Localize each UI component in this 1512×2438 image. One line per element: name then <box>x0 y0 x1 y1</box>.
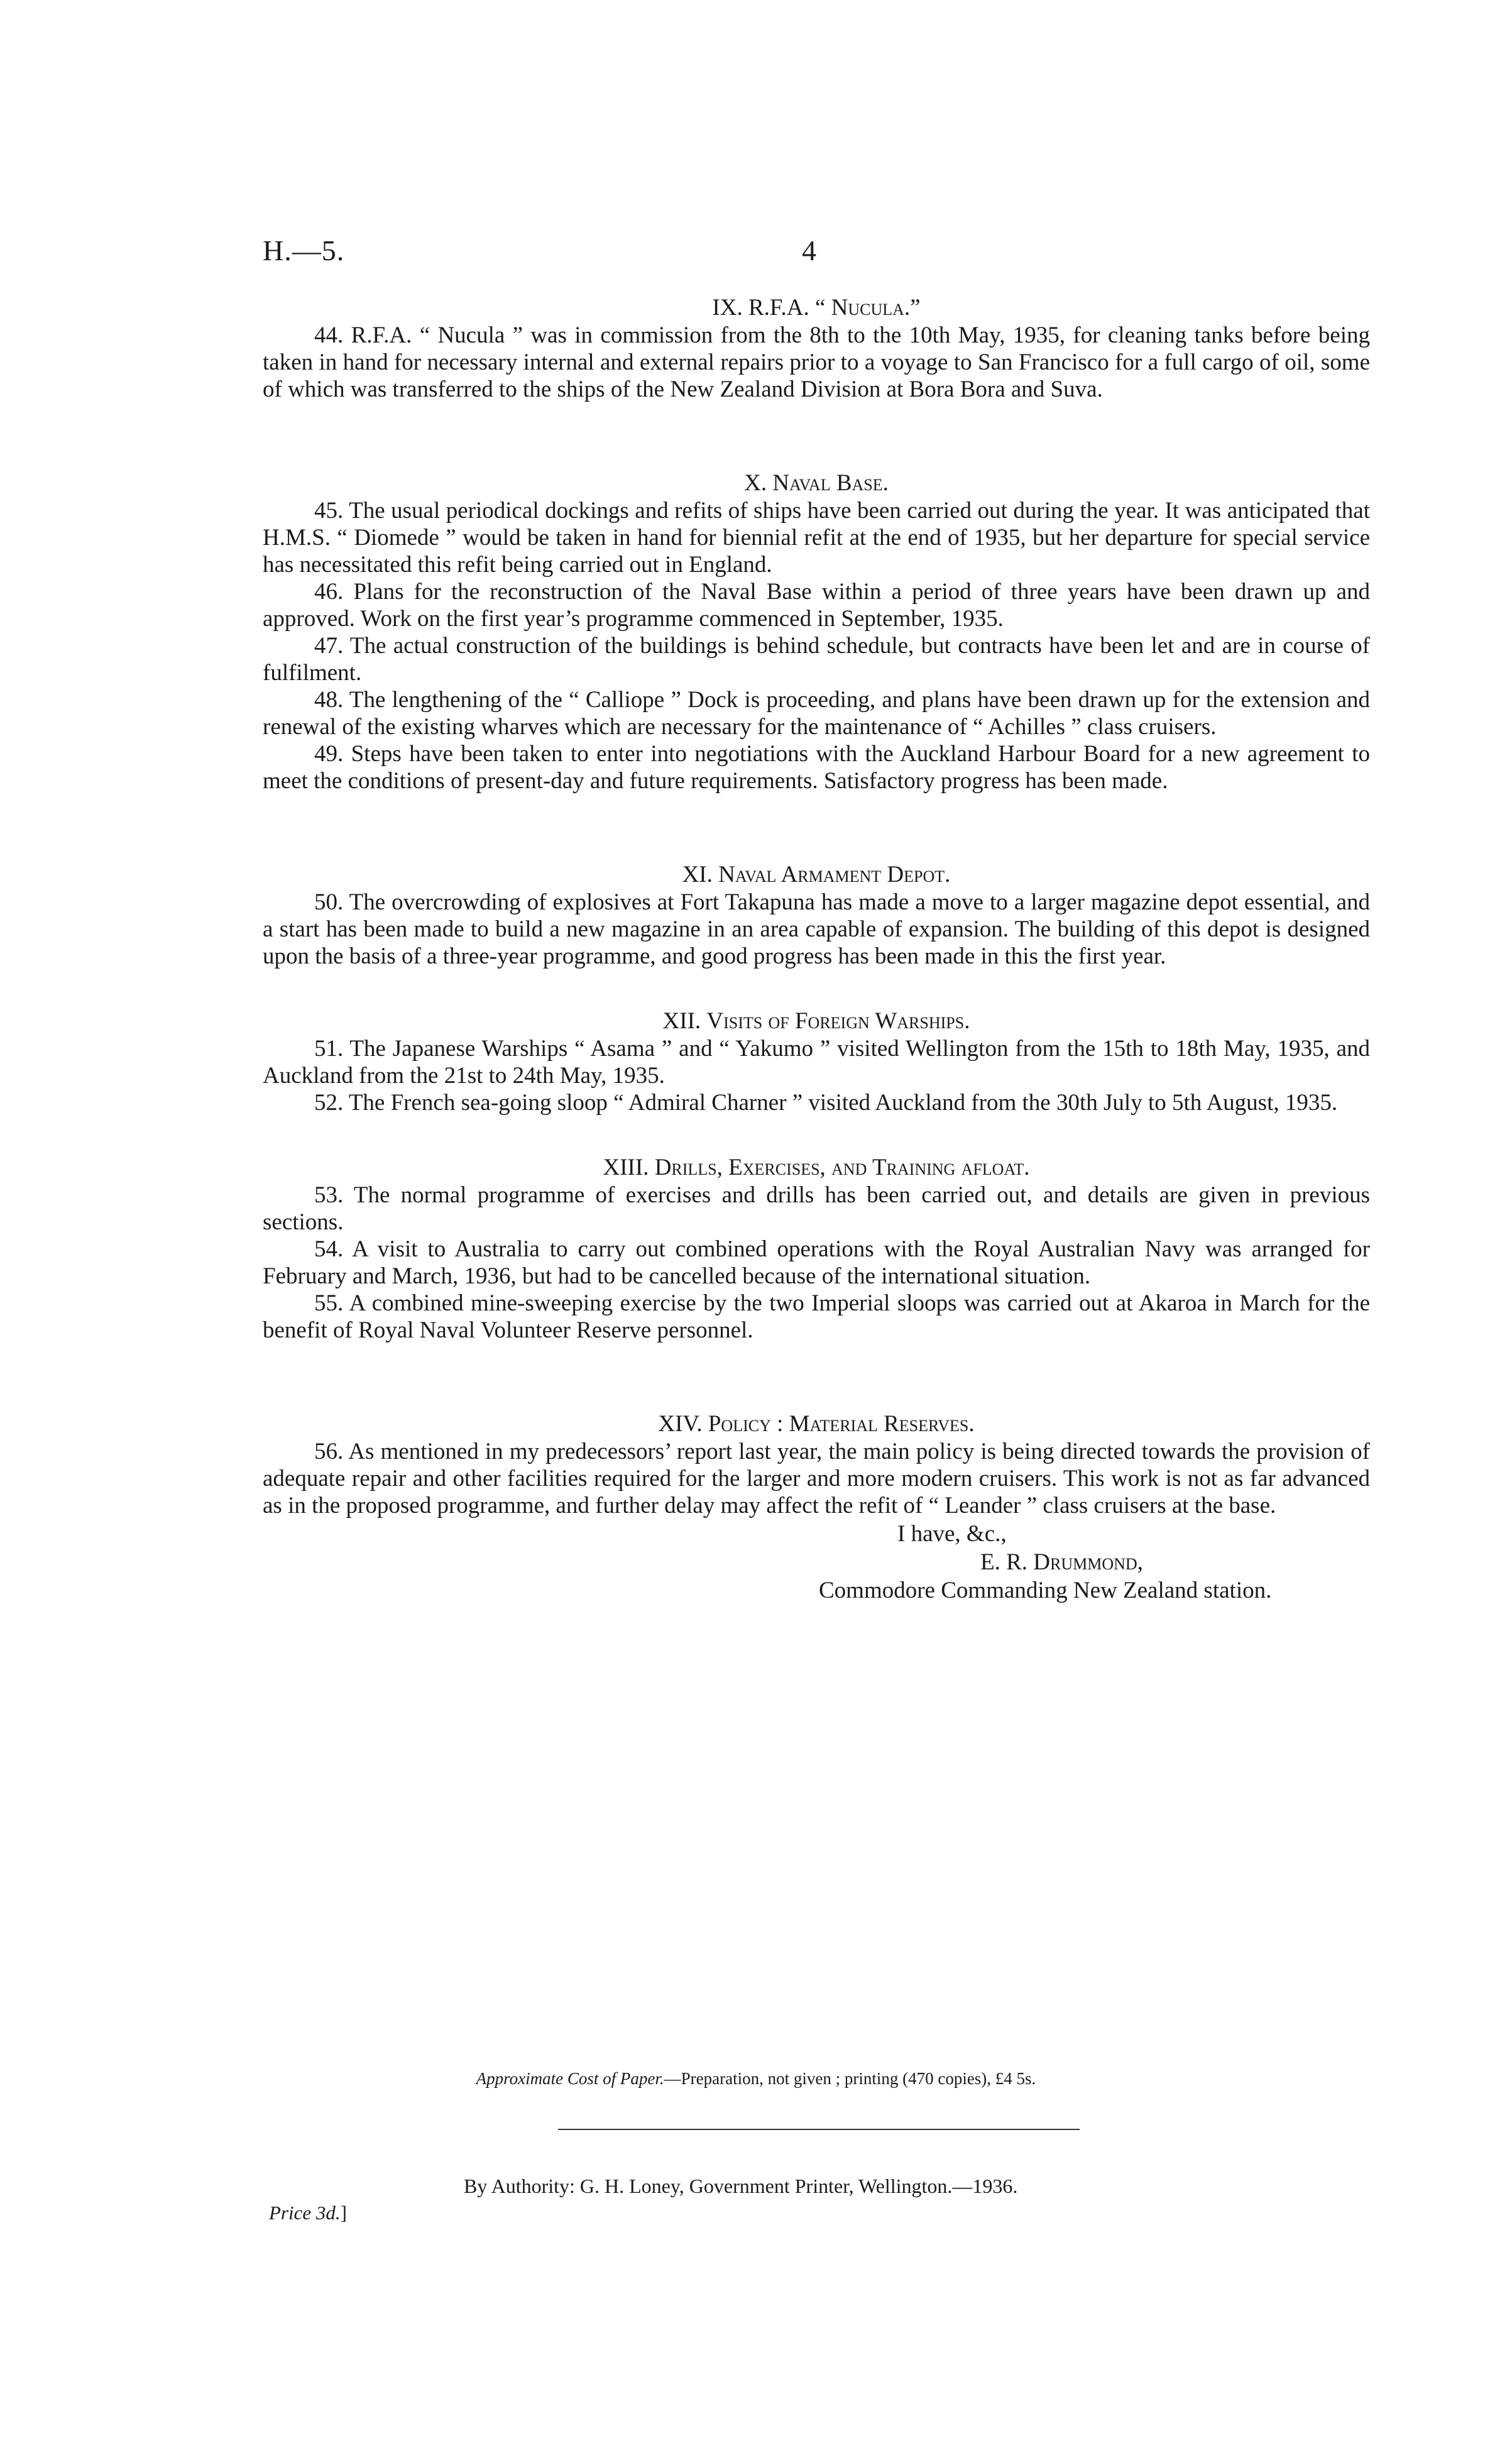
section-heading-xiii <box>263 1154 1370 1182</box>
section-title: Naval Armament Depot. <box>718 862 951 887</box>
paragraph-44: 44. R.F.A. “ Nucula ” was in commission from the 8th to the 10th May, 1935, for cleaning tanks before being taken in hand for necessary internal and external repairs prior to a voyage to San Francisco for a full cargo of oil, some of which was transferred to the ships of the New Zealand Division at Bora Bora and Suva. <box>263 322 1370 402</box>
section-heading-xi <box>263 861 1370 889</box>
price-note <box>269 2202 347 2224</box>
paragraph-53: 53. The normal programme of exercises and drills has been carried out, and details are given in previous sections. <box>263 1182 1370 1235</box>
running-head <box>263 234 1369 278</box>
paragraph-48: 48. The lengthening of the “ Calliope ” Dock is proceeding, and plans have been drawn up for the extension and renewal of the existing wharves which are necessary for the maintenance of “ Achilles ” class cruisers. <box>263 687 1370 740</box>
section-heading-xii <box>263 1008 1370 1035</box>
paragraph-52: 52. The French sea-going sloop “ Admiral Charner ” visited Auckland from the 30th July to 5th August, 1935. <box>314 1090 1338 1116</box>
paragraph-50: 50. The overcrowding of explosives at Fort Takapuna has made a move to a larger magazine depot essential, and a start has been made to build a new magazine in an area capable of expansion. The building of this depot is designed upon the basis of a three-year programme, and good progress has been made in this the first year. <box>263 889 1370 969</box>
printer-authority-line: By Authority: G. H. Loney, Government Printer, Wellington.—1936. <box>464 2175 1018 2197</box>
closing-line: I have, &c., <box>897 1521 1007 1547</box>
paragraph-56: 56. As mentioned in my predecessors’ report last year, the main policy is being directed towards the provision of adequate repair and other facilities required for the larger and more modern cruisers. This work is not as far advanced as in the proposed programme, and further delay may affect the refit of “ Leander ” class cruisers at the base. <box>263 1439 1370 1518</box>
paragraph-47: 47. The actual construction of the buildings is behind schedule, but contracts have been let and are in course of fulfilment. <box>263 633 1370 686</box>
document-body <box>263 294 1370 1639</box>
section-numeral: IX. R.F.A. <box>712 295 809 321</box>
page-number: 4 <box>802 234 816 266</box>
price-label: Price 3d. <box>269 2202 341 2224</box>
section-numeral: XI. <box>682 862 713 887</box>
section-title: Policy : Material Reserves. <box>708 1411 975 1437</box>
paragraph-49: 49. Steps have been taken to enter into negotiations with the Auckland Harbour Board for a new agreement to meet the conditions of present-day and future requirements. Satisfactory progress has been made. <box>263 741 1370 794</box>
section-numeral: XII. <box>662 1008 701 1034</box>
page-code: H.—5. <box>263 234 345 266</box>
section-heading-ix <box>263 294 1370 322</box>
section-heading-xiv <box>263 1410 1370 1438</box>
section-title: “ Nucula.” <box>814 295 921 321</box>
price-bracket: ] <box>340 2202 347 2224</box>
signatory-title: Commodore Commanding New Zealand station. <box>819 1578 1272 1603</box>
cost-label: Approximate Cost of Paper. <box>476 2069 664 2088</box>
section-numeral: XIV. <box>658 1411 703 1437</box>
paragraph-46: 46. Plans for the reconstruction of the Naval Base within a period of three years have been drawn up and approved. Work on the first year’s programme commenced in September, 1935. <box>263 579 1370 632</box>
section-numeral: XIII. <box>603 1155 649 1180</box>
paragraph-51: 51. The Japanese Warships “ Asama ” and “ Yakumo ” visited Wellington from the 15th to 18th May, 1935, and Auckland from the 21st to 24th May, 1935. <box>263 1036 1370 1089</box>
section-heading-x <box>263 469 1370 497</box>
paragraph-54: 54. A visit to Australia to carry out combined operations with the Royal Australian Navy was arranged for February and March, 1936, but had to be cancelled because of the international situation. <box>263 1236 1370 1289</box>
footer-divider <box>558 2129 1080 2130</box>
cost-text: —Preparation, not given ; printing (470 copies), £4 5s. <box>664 2069 1036 2088</box>
section-title: Visits of Foreign Warships. <box>706 1008 970 1034</box>
paragraph-55: 55. A combined mine-sweeping exercise by the two Imperial sloops was carried out at Akaroa in March for the benefit of Royal Naval Volunteer Reserve personnel. <box>263 1290 1370 1343</box>
signatory-name: E. R. Drummond, <box>980 1549 1143 1575</box>
section-title: Drills, Exercises, and Training afloat. <box>654 1155 1030 1180</box>
paragraph-45: 45. The usual periodical dockings and refits of ships have been carried out during the year. It was anticipated that H.M.S. “ Diomede ” would be taken in hand for biennial refit at the end of 1935, but her departure for special service has necessitated this refit being carried out in England. <box>263 498 1370 578</box>
signature-block <box>263 1519 1370 1639</box>
section-title: Naval Base. <box>772 470 889 496</box>
cost-of-paper-note <box>0 2069 1512 2089</box>
section-numeral: X. <box>744 470 767 496</box>
